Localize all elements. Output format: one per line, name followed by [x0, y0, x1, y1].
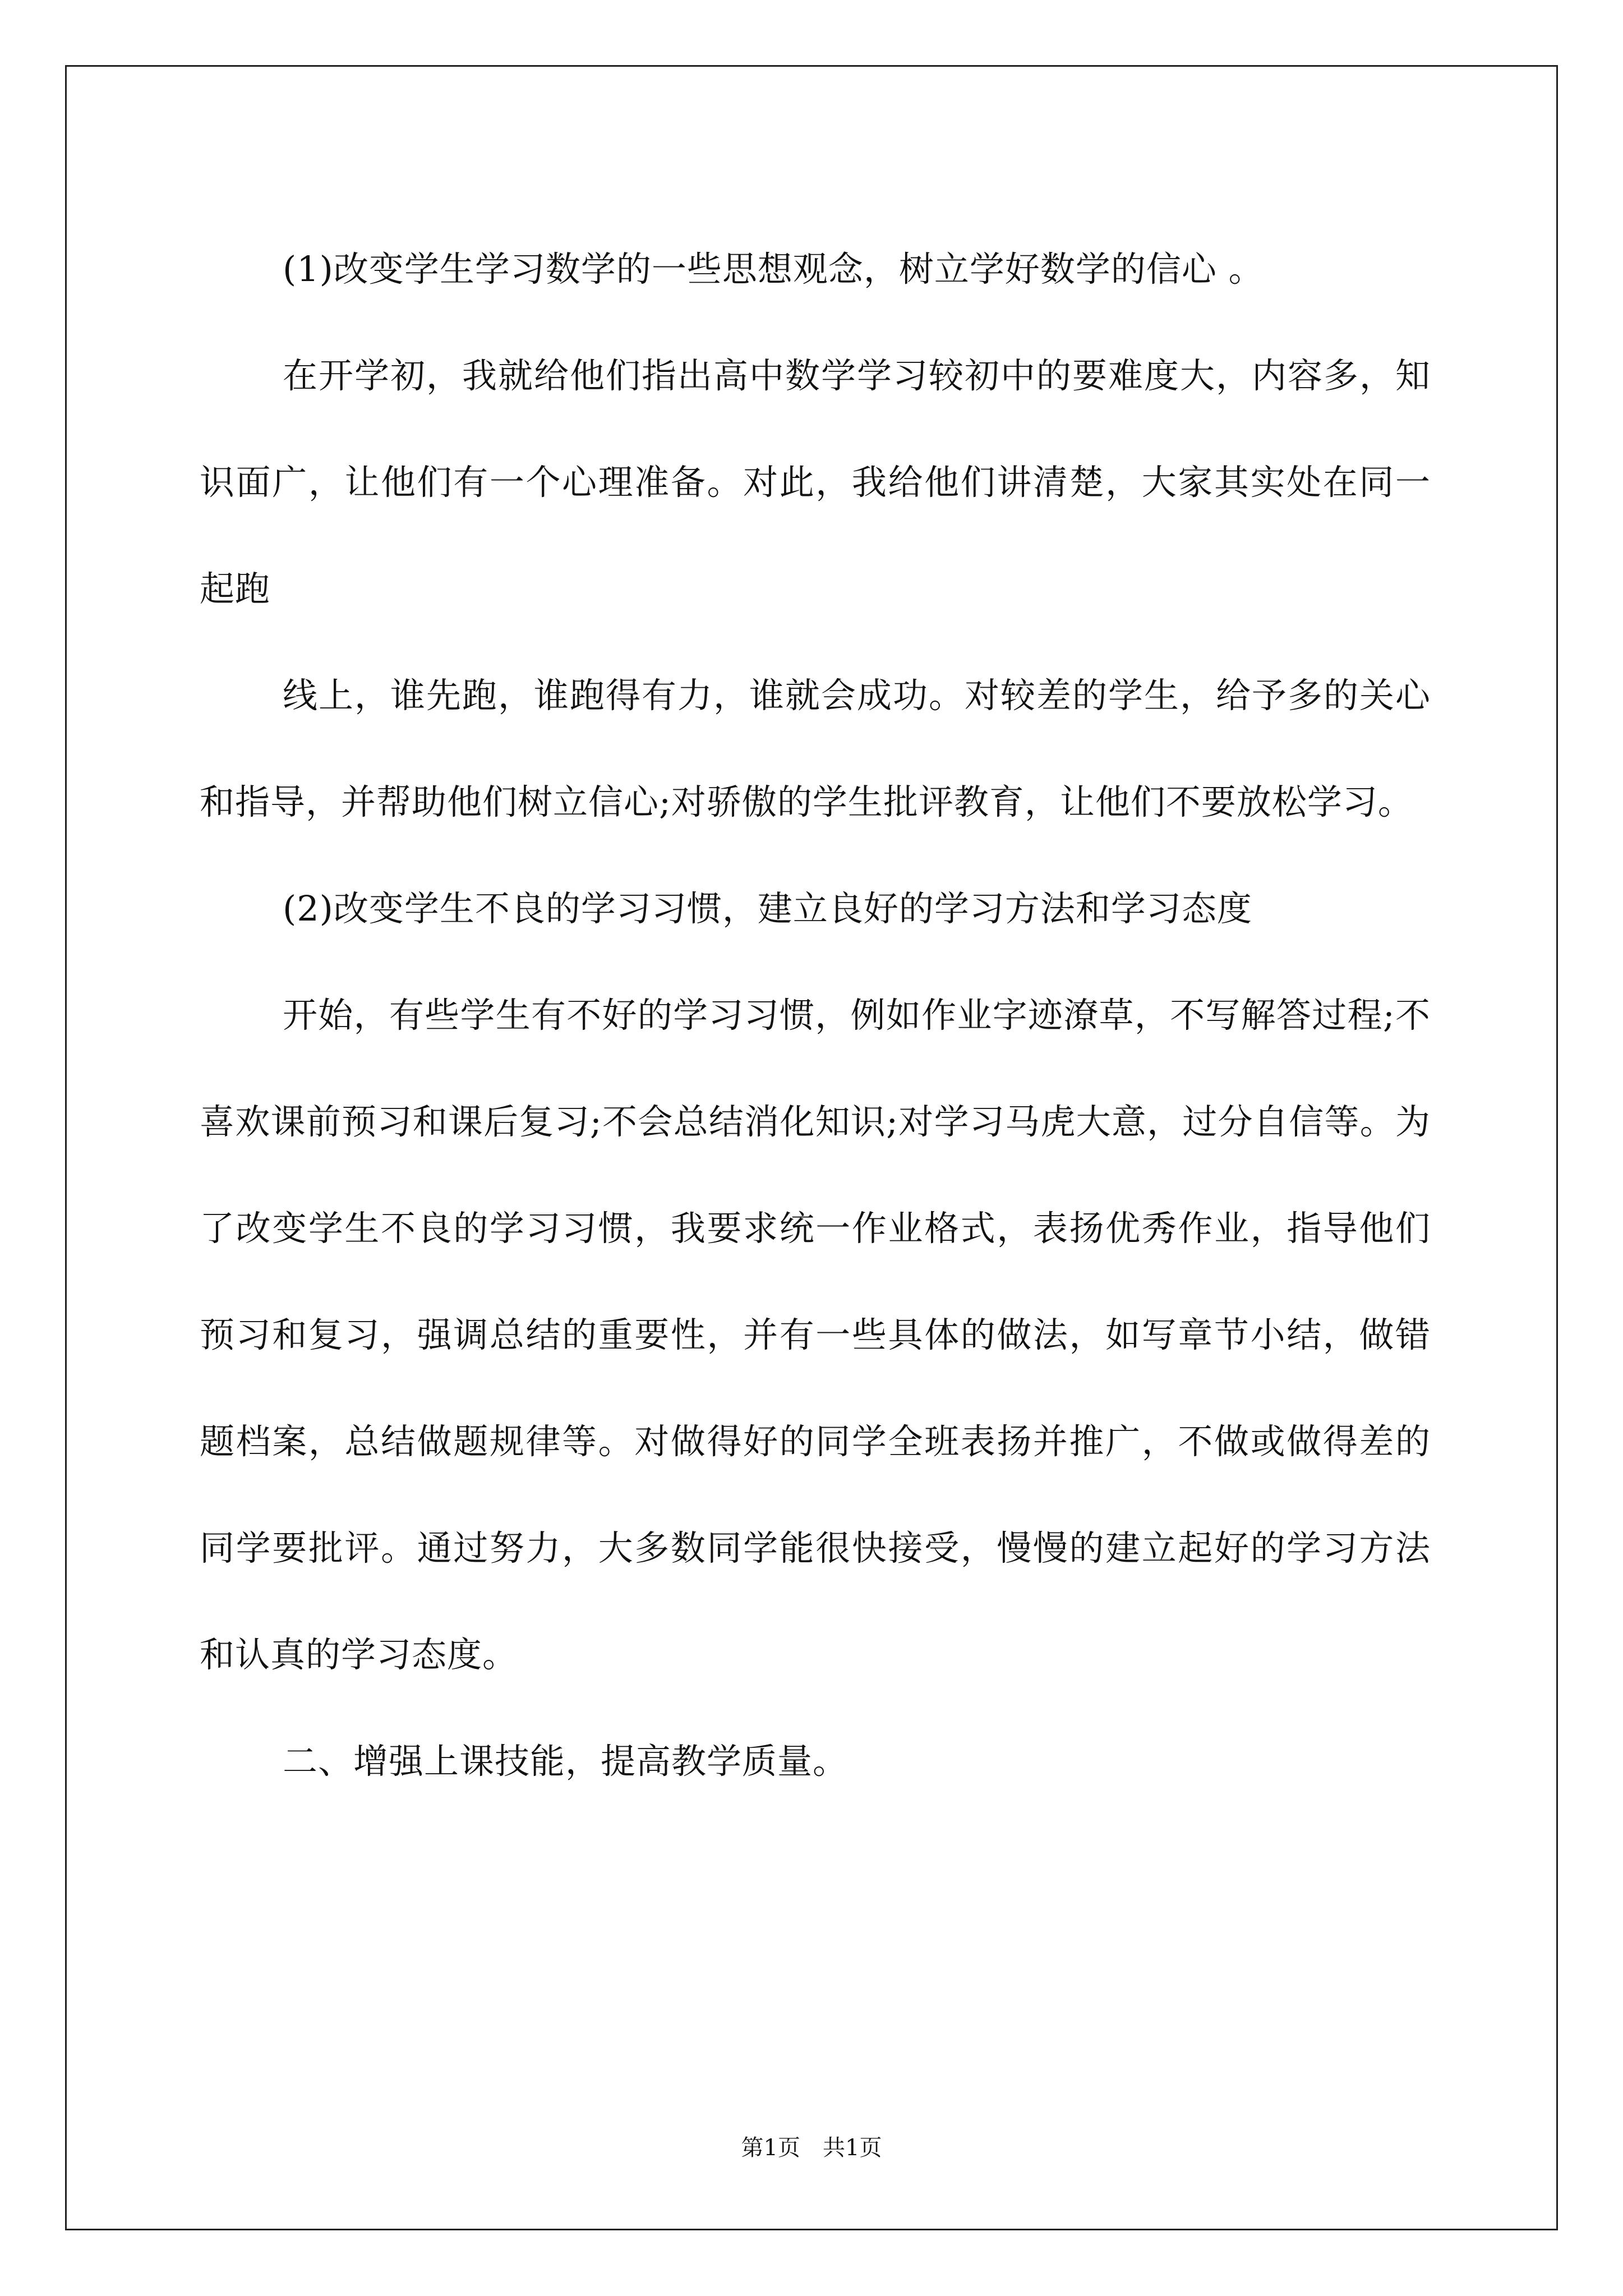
page-total: 共1页	[823, 2135, 882, 2161]
paragraph-1: (1)改变学生学习数学的一些思想观念，树立学好数学的信心 。	[283, 249, 1264, 289]
paragraph-2: 在开学初，我就给他们指出高中数学学习较初中的要难度大，内容多，知识面广，让他们有一个心理准备。对此，我给他们讲清楚，大家其实处在同一起跑	[200, 355, 1431, 609]
paragraph-4: (2)改变学生不良的学习习惯，建立良好的学习方法和学习态度	[283, 888, 1252, 929]
page-number: 第1页	[741, 2135, 800, 2161]
document-body	[200, 216, 1431, 1815]
paragraph-6: 二、增强上课技能，提高教学质量。	[283, 1741, 849, 1782]
page-footer	[0, 2134, 1623, 2162]
paragraph-3: 线上，谁先跑，谁跑得有力，谁就会成功。对较差的学生，给予多的关心和指导，并帮助他们树立信心;对骄傲的学生批评教育，让他们不要放松学习。	[200, 675, 1431, 822]
paragraph-5: 开始，有些学生有不好的学习习惯，例如作业字迹潦草，不写解答过程;不喜欢课前预习和课后复习;不会总结消化知识;对学习马虎大意，过分自信等。为了改变学生不良的学习习惯，我要求统一作业格式，表扬优秀作业，指导他们预习和复习，强调总结的重要性，并有一些具体的做法，如写章节小结，做错题档案，总结做题规律等。对做得好的同学全班表扬并推广，不做或做得差的同学要批评。通过努力，大多数同学能很快接受，慢慢的建立起好的学习方法和认真的学习态度。	[200, 995, 1431, 1675]
